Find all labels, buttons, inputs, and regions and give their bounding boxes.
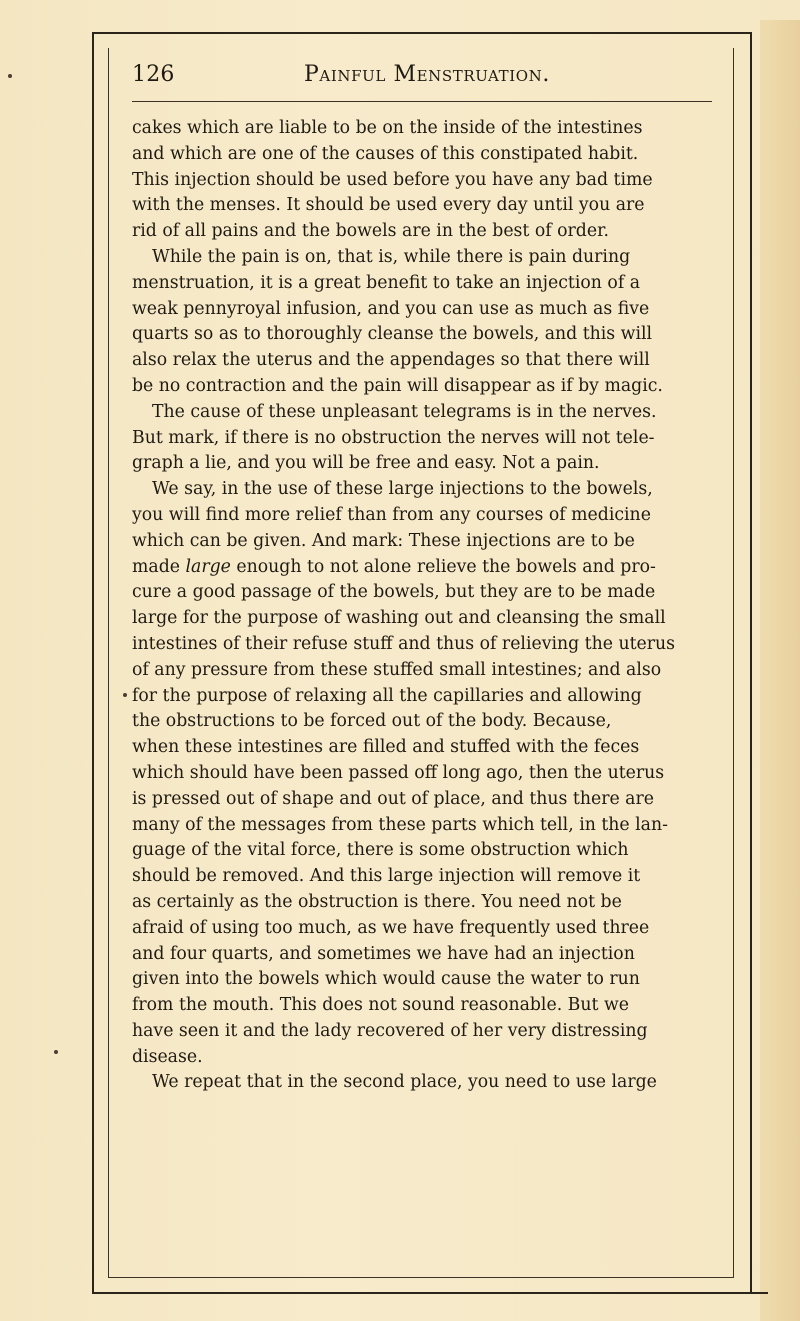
top-border-rule [92, 32, 752, 34]
margin-speck [123, 693, 127, 697]
text-line: cakes which are liable to be on the inside of the intestines [132, 118, 643, 138]
text-line: disease. [132, 1046, 203, 1067]
text-line: which should have been passed off long ago, then the uterus [132, 762, 665, 783]
page-header [132, 58, 712, 92]
text-line: is pressed out of shape and out of place, and thus there are [132, 788, 654, 809]
text-line: for the purpose of relaxing all the capillaries and allowing [132, 685, 642, 706]
text-line: intestines of their refuse stuff and thus of relieving the uterus [132, 633, 676, 654]
text-fragment: made [132, 556, 180, 577]
text-line: But mark, if there is no obstruction the nerves will not tele- [132, 427, 655, 448]
left-border-rule [92, 32, 94, 1294]
text-line: and four quarts, and sometimes we have had an injection [132, 943, 635, 964]
page-edge [760, 20, 800, 1321]
text-line: from the mouth. This does not sound reasonable. But we [132, 995, 629, 1016]
text-line: and which are one of the causes of this constipated habit. [132, 143, 639, 164]
text-line-with-italic [132, 555, 716, 581]
text-line: as certainly as the obstruction is there. You need not be [132, 891, 622, 912]
italic-emphasis: large [185, 556, 231, 577]
text-line: We say, in the use of these large injections to the bowels, [152, 479, 653, 500]
text-line: large for the purpose of washing out and cleansing the small [132, 608, 666, 629]
text-line: The cause of these unpleasant telegrams is in the nerves. [152, 401, 657, 422]
text-line: graph a lie, and you will be free and easy. Not a pain. [132, 453, 600, 474]
text-line: menstruation, it is a great benefit to take an injection of a [132, 272, 641, 293]
right-border-rule [750, 32, 752, 1294]
text-line: you will find more relief than from any courses of medicine [132, 504, 651, 525]
text-line: afraid of using too much, as we have frequently used three [132, 917, 650, 938]
text-line: have seen it and the lady recovered of her very distressing [132, 1020, 648, 1041]
body-text [132, 116, 716, 1096]
text-line: guage of the vital force, there is some obstruction which [132, 840, 629, 861]
text-line: rid of all pains and the bowels are in the best of order. [132, 221, 609, 242]
text-line: should be removed. And this large injection will remove it [132, 866, 641, 887]
header-rule [132, 101, 712, 102]
text-line: While the pain is on, that is, while there is pain during [152, 246, 631, 267]
text-line: This injection should be used before you have any bad time [132, 169, 653, 190]
text-line: We repeat that in the second place, you need to use large [152, 1072, 657, 1093]
page-number: 126 [132, 62, 175, 87]
text-line: also relax the uterus and the appendages so that there will [132, 350, 650, 371]
text-line: quarts so as to thoroughly cleanse the bowels, and this will [132, 324, 653, 345]
text-line: the obstructions to be forced out of the body. Because, [132, 711, 612, 732]
text-line: given into the bowels which would cause the water to run [132, 969, 640, 990]
margin-speck [54, 1050, 58, 1054]
text-line: when these intestines are filled and stuffed with the feces [132, 737, 640, 758]
text-line: of any pressure from these stuffed small intestines; and also [132, 659, 662, 680]
text-line: weak pennyroyal infusion, and you can use as much as five [132, 298, 650, 319]
text-line: cure a good passage of the bowels, but they are to be made [132, 582, 656, 603]
text-fragment: enough to not alone relieve the bowels and pro- [236, 556, 656, 577]
text-line: which can be given. And mark: These injections are to be [132, 530, 635, 551]
bottom-border-rule [92, 1292, 768, 1294]
text-line: many of the messages from these parts which tell, in the lan- [132, 814, 668, 835]
text-line: be no contraction and the pain will disappear as if by magic. [132, 375, 663, 396]
text-line: with the menses. It should be used every day until you are [132, 195, 645, 216]
running-title: Painful Menstruation. [304, 62, 551, 87]
margin-speck [8, 74, 12, 78]
